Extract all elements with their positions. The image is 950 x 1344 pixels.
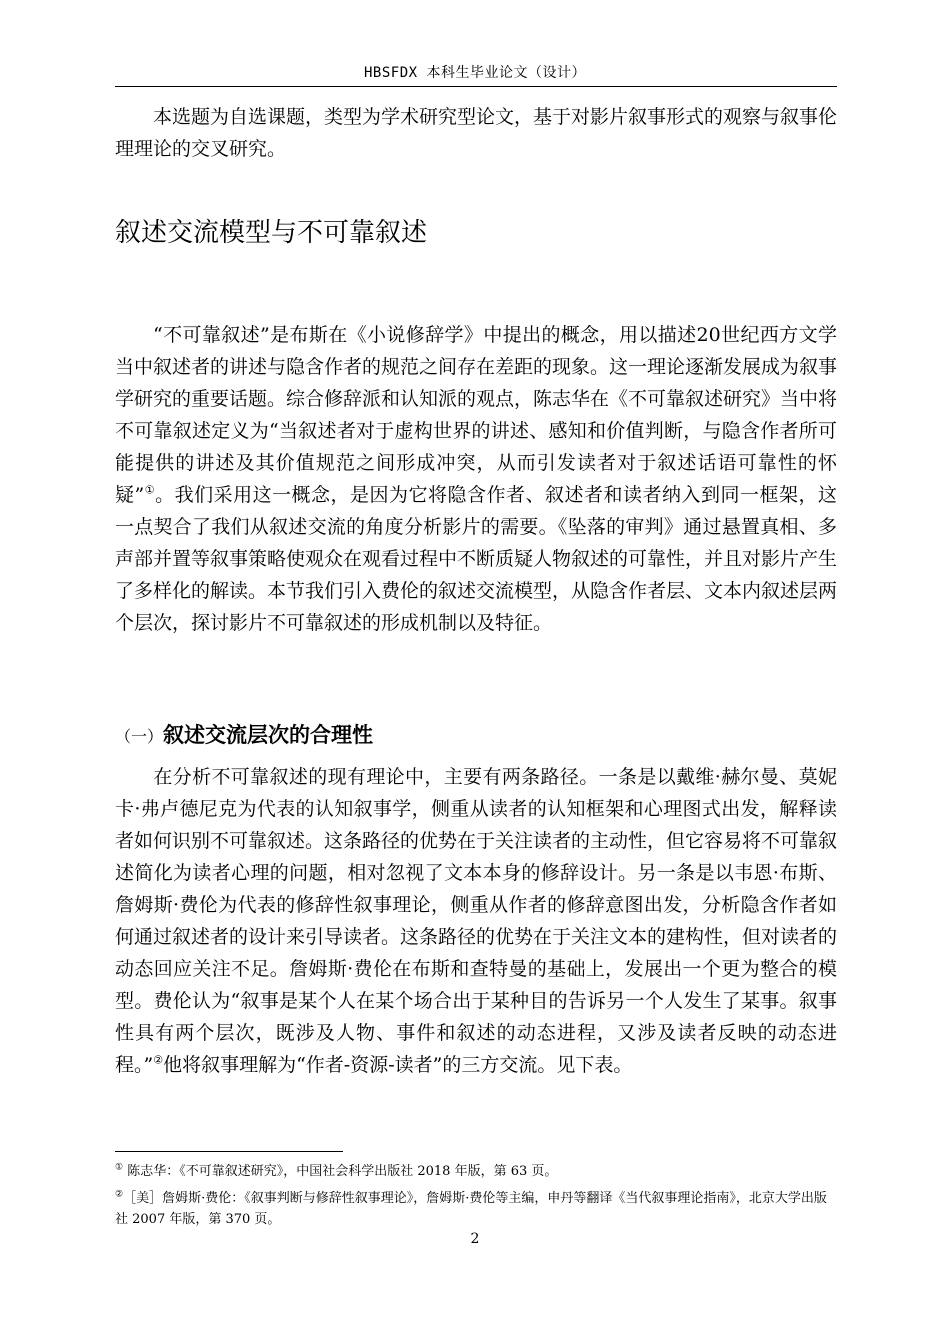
subsection-title — [115, 719, 373, 749]
page-header: HBSFDX 本科生毕业论文（设计） — [363, 65, 586, 81]
intro-paragraph — [115, 101, 837, 165]
section-title: 叙述交流模型与不可靠叙述 — [115, 218, 428, 248]
body-paragraph-2 — [115, 761, 837, 1081]
footnote-ref-2[interactable]: ② — [153, 1053, 164, 1067]
footnote-1-text: 陈志华：《不可靠叙述研究》，中国社会科学出版社 2018 年版，第 63 页。 — [127, 1164, 558, 1179]
body-paragraph-1 — [115, 319, 837, 639]
footnote-2 — [115, 1188, 837, 1230]
subsection-title-text: 叙述交流层次的合理性 — [163, 723, 374, 747]
paragraph-1-text-a: “不可靠叙述”是布斯在《小说修辞学》中提出的概念，用以描述20世纪西方文学当中叙述者的讲述与隐含作者的规范之间存在差距的现象。这一理论逐渐发展成为叙事学研究的重要话题。综合修辞派和认知派的观点，陈志华在《不可靠叙述研究》当中将不可靠叙述定义为“当叙述者对于虚构世界的讲述、感知和价值判断，与隐含作者所可能提供的讲述及其价值规范之间形成冲突，从而引发读者对于叙述话语可靠性的怀疑” — [115, 324, 838, 506]
page-number: 2 — [470, 1231, 480, 1247]
footnote-ref-1[interactable]: ① — [144, 483, 156, 497]
header-divider — [115, 86, 837, 87]
footnote-1 — [115, 1161, 837, 1182]
paragraph-2-text-b: 他将叙事理解为“作者-资源-读者”的三方交流。见下表。 — [163, 1054, 633, 1076]
footnote-divider — [115, 1151, 343, 1152]
paragraph-2-text-a: 在分析不可靠叙述的现有理论中，主要有两条路径。一条是以戴维·赫尔曼、莫妮卡·弗卢德尼克为代表的认知叙事学，侧重从读者的认知框架和心理图式出发，解释读者如何识别不可靠叙述。这条路径的优势在于关注读者的主动性，但它容易将不可靠叙述简化为读者心理的问题，相对忽视了文本本身的修辞设计。另一条是以韦恩·布斯、詹姆斯·费伦为代表的修辞性叙事理论，侧重从作者的修辞意图出发，分析隐含作者如何通过叙述者的设计来引导读者。这条路径的优势在于关注文本的建构性，但对读者的动态回应关注不足。詹姆斯·费伦在布斯和查特曼的基础上，发展出一个更为整合的模型。费伦认为“叙事是某个人在某个场合出于某种目的告诉另一个人发生了某事。叙事性具有两个层次，既涉及人物、事件和叙述的动态进程，又涉及读者反映的动态进程。” — [115, 766, 838, 1076]
footnote-mark-1: ① — [115, 1162, 124, 1173]
intro-text: 本选题为自选课题，类型为学术研究型论文，基于对影片叙事形式的观察与叙事伦理理论的交叉研究。 — [115, 106, 838, 160]
footnote-mark-2: ② — [115, 1189, 124, 1200]
subsection-number: （一） — [115, 727, 164, 746]
paragraph-1-text-b: 。我们采用这一概念，是因为它将隐含作者、叙述者和读者纳入到同一框架，这一点契合了我们从叙述交流的角度分析影片的需要。《坠落的审判》通过悬置真相、多声部并置等叙事策略使观众在观看过程中不断质疑人物叙述的可靠性，并且对影片产生了多样化的解读。本节我们引入费伦的叙述交流模型，从隐含作者层、文本内叙述层两个层次，探讨影片不可靠叙述的形成机制以及特征。 — [115, 484, 838, 634]
footnote-2-text: ［美］詹姆斯·费伦：《叙事判断与修辞性叙事理论》，詹姆斯·费伦等主编，申丹等翻译《当代叙事理论指南》，北京大学出版社 2007 年版，第 370 页。 — [115, 1191, 827, 1227]
